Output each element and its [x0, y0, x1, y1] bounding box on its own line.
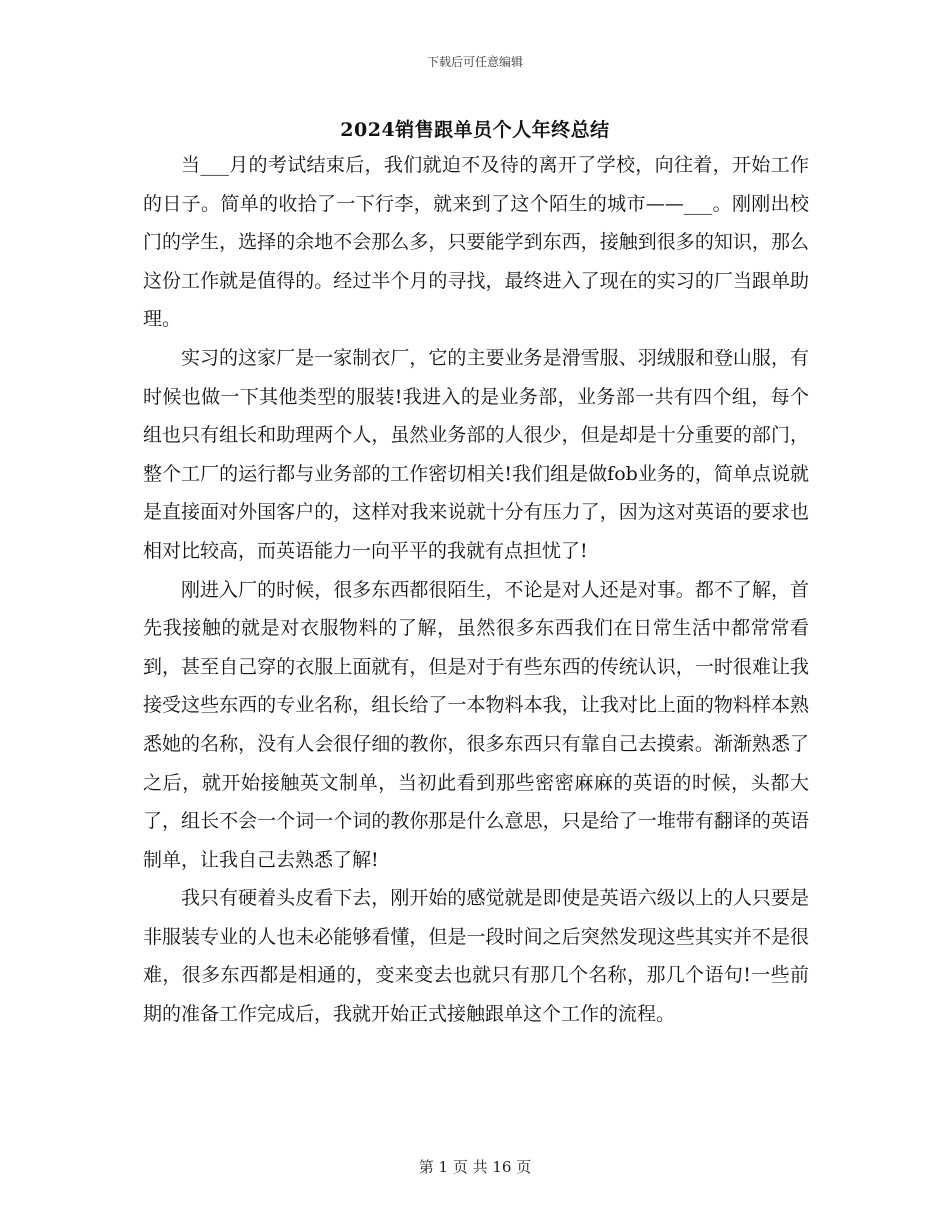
header-note: 下载后可任意编辑 — [426, 55, 523, 69]
document-body — [143, 146, 809, 1034]
paragraph-3: 刚进入厂的时候，很多东西都很陌生，不论是对人还是对事。都不了解，首先我接触的就是对衣服物料的了解，虽然很多东西我们在日常生活中都常常看到，甚至自己穿的衣服上面就有，但是对于有些东西的传统认识，一时很难让我接受这些东西的专业名称，组长给了一本物料本我，让我对比上面的物料样本熟悉她的名称，没有人会很仔细的教你，很多东西只有靠自己去摸索。渐渐熟悉了之后，就开始接触英文制单，当初此看到那些密密麻麻的英语的时候，头都大了，组长不会一个词一个词的教你那是什么意思，只是给了一堆带有翻译的英语制单，让我自己去熟悉了解! — [143, 578, 809, 871]
paragraph-4: 我只有硬着头皮看下去，刚开始的感觉就是即使是英语六级以上的人只要是非服装专业的人也未必能够看懂，但是一段时间之后突然发现这些其实并不是很难，很多东西都是相通的，变来变去也就只有那几个名称，那几个语句!一些前期的准备工作完成后，我就开始正式接触跟单这个工作的流程。 — [143, 887, 809, 1026]
paragraph-2: 实习的这家厂是一家制衣厂，它的主要业务是滑雪服、羽绒服和登山服，有时候也做一下其他类型的服装!我进入的是业务部，业务部一共有四个组，每个组也只有组长和助理两个人，虽然业务部的人很少，但是却是十分重要的部门，整个工厂的运行都与业务部的工作密切相关!我们组是做fob业务的，简单点说就是直接面对外国客户的，这样对我来说就十分有压力了，因为这对英语的要求也相对比较高，而英语能力一向平平的我就有点担忧了! — [143, 346, 809, 562]
paragraph-1: 当___月的考试结束后，我们就迫不及待的离开了学校，向往着，开始工作的日子。简单的收拾了一下行李，就来到了这个陌生的城市——___。刚刚出校门的学生，选择的余地不会那么多，只要能学到东西，接触到很多的知识，那么这份工作就是值得的。经过半个月的寻找，最终进入了现在的实习的厂当跟单助理。 — [143, 154, 809, 331]
document-title: 2024销售跟单员个人年终总结 — [340, 119, 610, 141]
page-number: 第 1 页 共 16 页 — [418, 1158, 532, 1176]
